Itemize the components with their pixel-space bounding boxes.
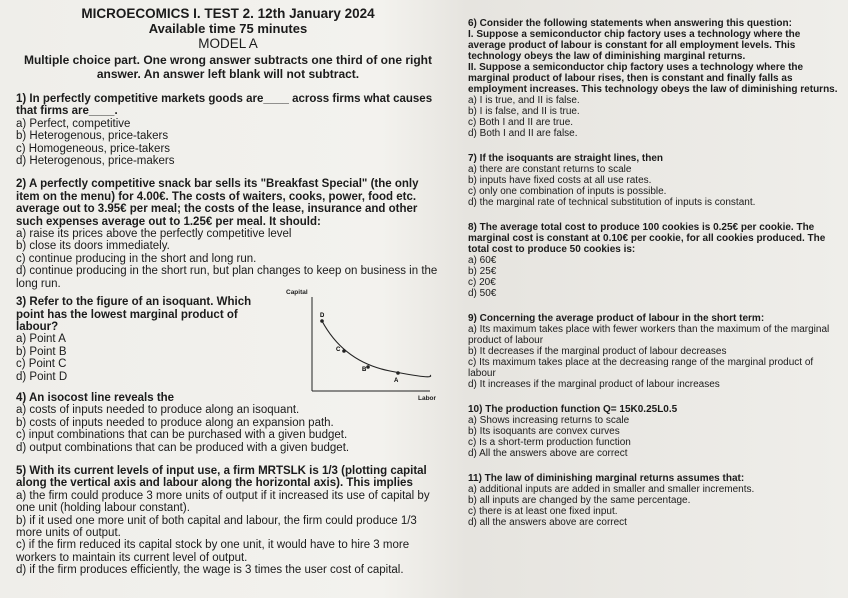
point-d-label: D <box>320 313 325 319</box>
option: d) All the answers above are correct <box>468 448 628 459</box>
option: c) Is a short-term production function <box>468 437 631 448</box>
option: a) there are constant returns to scale <box>468 164 632 175</box>
option: c) there is at least one fixed input. <box>468 506 618 517</box>
point-a-marker <box>396 371 400 375</box>
option: c) if the firm reduced its capital stock by one unit, it would have to hire 3 more workers to maintain its current level of output. <box>16 539 410 564</box>
question-text: 4) An isocost line reveals the <box>16 391 175 404</box>
option: d) the marginal rate of technical substitution of inputs is constant. <box>468 197 756 208</box>
question-7 <box>468 153 838 208</box>
option: d) output combinations that can be produced with a given budget. <box>16 441 350 454</box>
option: b) if it used one more unit of both capital and labour, the firm could produce 1/3 more units of output. <box>16 514 417 539</box>
y-axis-label: Capital <box>286 289 308 296</box>
question-2 <box>16 178 440 290</box>
question-text: 5) With its current levels of input use, a firm MRTSLK is 1/3 (plotting capital along the vertical axis and labour along the horizontal axis). This implies <box>16 464 427 490</box>
exam-intro: Multiple choice part. One wrong answer subtracts one third of one right answer. An answer left blank will not subtract. <box>23 53 433 81</box>
question-text: 10) The production function Q= 15K0.25L0.5 <box>468 404 678 415</box>
option: d) 50€ <box>468 288 497 299</box>
question-10 <box>468 404 838 459</box>
option: b) inputs have fixed costs at all use rates. <box>468 175 652 186</box>
option: d) all the answers above are correct <box>468 517 627 528</box>
option: a) Shows increasing returns to scale <box>468 415 630 426</box>
option: a) 60€ <box>468 255 497 266</box>
question-text: 7) If the isoquants are straight lines, then <box>468 153 664 164</box>
option: a) costs of inputs needed to produce along an isoquant. <box>16 404 300 417</box>
option: a) the firm could produce 3 more units of output if it increased its use of capital by one unit (holding labour constant). <box>16 489 430 515</box>
option: b) close its doors immediately. <box>16 240 170 253</box>
exam-title: MICROECOMICS I. TEST 2. 12th January 2024 <box>81 6 375 21</box>
exam-time: Available time 75 minutes <box>148 21 308 36</box>
option: a) raise its prices above the perfectly competitive level <box>16 228 292 241</box>
option: b) Point B <box>16 345 67 358</box>
option: d) Both I and II are false. <box>468 128 578 139</box>
point-b-label: B <box>362 367 367 373</box>
option: c) Homogeneous, price-takers <box>16 142 171 155</box>
question-9 <box>468 313 838 390</box>
question-text: 8) The average total cost to produce 100 cookies is 0.25€ per cookie. The marginal cost is constant at 0.10€ per cookie, for all cookies produced. The total cost to produce 50 cookies is: <box>468 222 826 255</box>
x-axis-label: Labor <box>418 395 437 402</box>
question-5 <box>16 465 440 577</box>
question-text: 6) Consider the following statements when answering this question: I. Suppose a semiconductor chip factory uses a technology where the average product of labour is constant for all employment levels. This technology obeys the law of diminishing marginal returns. II. Suppose a semiconductor chip factory uses a technology where the marginal product of labour rises, then is constant and finally falls as employment increases. This technology obeys the law of diminishing returns. <box>468 18 838 95</box>
option: d) Point D <box>16 370 68 383</box>
point-c-label: C <box>336 347 341 353</box>
option: c) continue producing in the short and long run. <box>16 252 257 265</box>
question-text: 1) In perfectly competitive markets goods are____ across firms what causes that firms are____. <box>16 93 433 118</box>
option: a) Perfect, competitive <box>16 117 131 130</box>
option: c) Its maximum takes place at the decreasing range of the marginal product of labour <box>468 357 814 379</box>
question-8 <box>468 222 838 299</box>
question-text: 3) Refer to the figure of an isoquant. Which point has the lowest marginal product of labour? <box>16 296 252 333</box>
point-c-marker <box>342 349 346 353</box>
option: b) I is false, and II is true. <box>468 106 580 117</box>
option: c) 20€ <box>468 277 496 288</box>
exam-model: MODEL A <box>198 36 258 51</box>
question-6 <box>468 18 838 139</box>
option: d) if the firm produces efficiently, the wage is 3 times the user cost of capital. <box>16 564 404 577</box>
option: d) Heterogenous, price-makers <box>16 155 175 168</box>
option: c) only one combination of inputs is possible. <box>468 186 667 197</box>
question-text: 11) The law of diminishing marginal returns assumes that: <box>468 473 745 484</box>
isoquant-figure <box>286 287 440 405</box>
option: b) costs of inputs needed to produce along an expansion path. <box>16 416 334 429</box>
option: c) input combinations that can be purchased with a given budget. <box>16 429 348 442</box>
option: c) Point C <box>16 358 67 371</box>
point-a-label: A <box>394 378 399 384</box>
option: b) Heterogenous, price-takers <box>16 130 169 143</box>
option: b) all inputs are changed by the same percentage. <box>468 495 691 506</box>
question-text: 9) Concerning the average product of labour in the short term: <box>468 313 765 324</box>
option: b) 25€ <box>468 266 497 277</box>
point-d-marker <box>320 319 324 323</box>
question-1 <box>16 93 440 167</box>
option: a) Its maximum takes place with fewer workers than the maximum of the marginal product of labour <box>468 324 830 346</box>
option: d) continue producing in the short run, but plan changes to keep on business in the long run. <box>16 265 438 290</box>
option: a) additional inputs are added in smaller and smaller increments. <box>468 484 755 495</box>
point-b-marker <box>366 365 370 369</box>
option: b) It decreases if the marginal product of labour decreases <box>468 346 727 357</box>
option: a) Point A <box>16 333 66 346</box>
option: a) I is true, and II is false. <box>468 95 580 106</box>
option: c) Both I and II are true. <box>468 117 574 128</box>
question-3 <box>16 296 278 383</box>
question-11 <box>468 473 838 528</box>
option: b) Its isoquants are convex curves <box>468 426 620 437</box>
right-column <box>468 18 838 528</box>
option: d) It increases if the marginal product of labour increases <box>468 379 720 390</box>
question-text: 2) A perfectly competitive snack bar sells its "Breakfast Special" (the only item on the menu) for 4.00€. The costs of waiters, cooks, power, food etc. average out to 3.95€ per meal; the costs of the lease, insurance and other such expenses average out to 1.25€ per meal. It should: <box>16 178 419 228</box>
